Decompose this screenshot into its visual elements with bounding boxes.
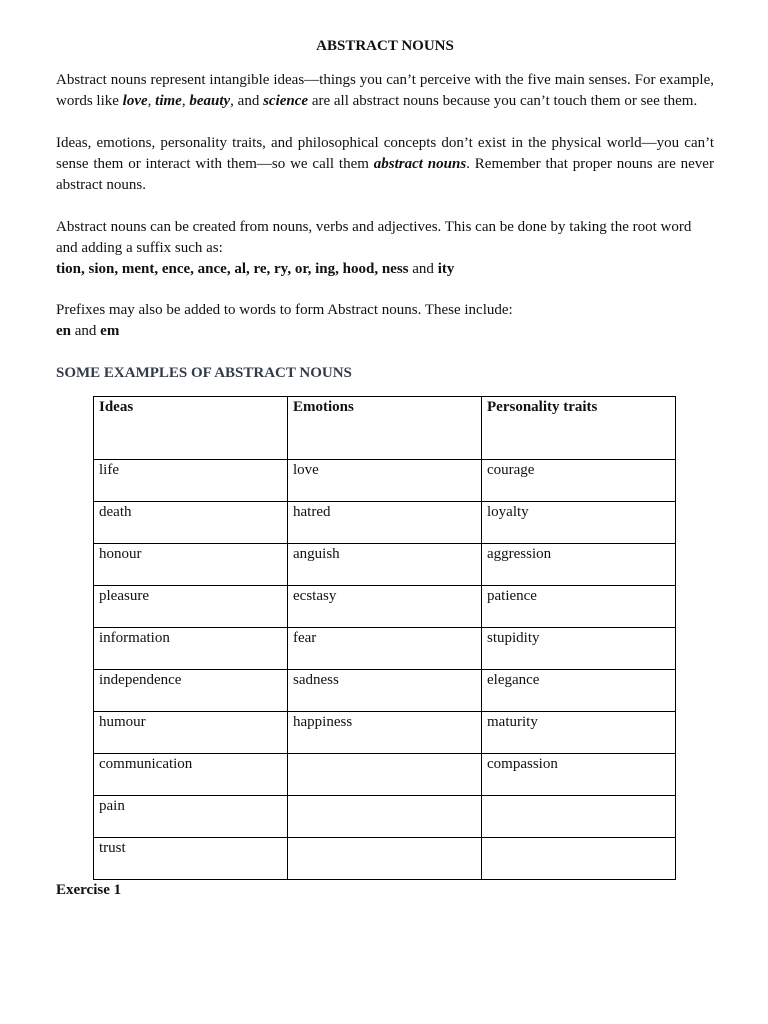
table-row — [94, 586, 676, 628]
examples-heading: SOME EXAMPLES OF ABSTRACT NOUNS — [56, 365, 352, 381]
table-cell — [288, 754, 482, 796]
header-emotions: Emotions — [288, 397, 482, 460]
abstract-nouns-table — [93, 396, 676, 880]
suffix-last: ity — [437, 261, 455, 277]
table-cell: aggression — [482, 544, 676, 586]
table-cell: happiness — [288, 712, 482, 754]
table-cell — [288, 796, 482, 838]
table-cell — [482, 838, 676, 880]
table-cell: sadness — [288, 670, 482, 712]
suffix-text: Abstract nouns can be created from nouns, verbs and adjectives. This can be done by taking the root word and adding a suffix such as: — [56, 219, 692, 256]
concept-text-a: Ideas, emotions, personality traits, and philosophical concepts don’t exist in the physical world—you can’t sense them or interact with them—so we call them — [56, 135, 714, 172]
separator: , — [147, 93, 156, 109]
table-row — [94, 796, 676, 838]
table-cell: compassion — [482, 754, 676, 796]
example-word-time: time — [155, 93, 182, 109]
table-cell: love — [288, 460, 482, 502]
table-cell: courage — [482, 460, 676, 502]
suffix-paragraph — [56, 217, 714, 280]
header-ideas: Ideas — [94, 397, 288, 460]
table-cell: maturity — [482, 712, 676, 754]
conjunction: and — [71, 323, 101, 339]
table-cell: pain — [94, 796, 288, 838]
abstract-nouns-emphasis: abstract nouns — [373, 156, 467, 172]
prefix-paragraph — [56, 300, 714, 342]
table-cell: death — [94, 502, 288, 544]
table-cell — [288, 838, 482, 880]
concept-paragraph — [56, 133, 714, 196]
separator: , and — [230, 93, 264, 109]
example-word-science: science — [263, 93, 309, 109]
table-cell: stupidity — [482, 628, 676, 670]
separator: , — [181, 93, 190, 109]
example-word-beauty: beauty — [189, 93, 231, 109]
header-personality-traits: Personality traits — [482, 397, 676, 460]
table-cell — [482, 796, 676, 838]
table-row — [94, 628, 676, 670]
table-cell: information — [94, 628, 288, 670]
table-cell: independence — [94, 670, 288, 712]
table-cell: elegance — [482, 670, 676, 712]
table-cell: ecstasy — [288, 586, 482, 628]
document-page — [56, 36, 714, 901]
table-row — [94, 544, 676, 586]
table-cell: humour — [94, 712, 288, 754]
concept-text-b: . Remember that proper nouns are never abstract nouns. — [56, 156, 714, 193]
prefix-em: em — [100, 323, 120, 339]
page-title: ABSTRACT NOUNS — [316, 38, 454, 54]
prefix-en: en — [56, 323, 71, 339]
table-cell: anguish — [288, 544, 482, 586]
prefix-text: Prefixes may also be added to words to form Abstract nouns. These include: — [56, 302, 513, 318]
table-cell: loyalty — [482, 502, 676, 544]
table-row — [94, 712, 676, 754]
example-word-love: love — [122, 93, 148, 109]
table-cell: communication — [94, 754, 288, 796]
table-row — [94, 460, 676, 502]
intro-text-a: Abstract nouns represent intangible ideas—things you can’t perceive with the five main senses. For example, words like — [56, 72, 714, 109]
table-cell: trust — [94, 838, 288, 880]
intro-paragraph — [56, 70, 714, 112]
suffix-list: tion, sion, ment, ence, ance, al, re, ry, or, ing, hood, ness — [56, 261, 409, 277]
conjunction: and — [408, 261, 438, 277]
table-cell: hatred — [288, 502, 482, 544]
intro-text-b: are all abstract nouns because you can’t touch them or see them. — [308, 93, 698, 109]
table-row — [94, 502, 676, 544]
table-row — [94, 838, 676, 880]
table-header-row — [94, 397, 676, 460]
exercise-heading: Exercise 1 — [56, 882, 122, 898]
table-cell: patience — [482, 586, 676, 628]
table-row — [94, 670, 676, 712]
table-cell: fear — [288, 628, 482, 670]
table-cell: life — [94, 460, 288, 502]
table-cell: pleasure — [94, 586, 288, 628]
table-cell: honour — [94, 544, 288, 586]
table-row — [94, 754, 676, 796]
